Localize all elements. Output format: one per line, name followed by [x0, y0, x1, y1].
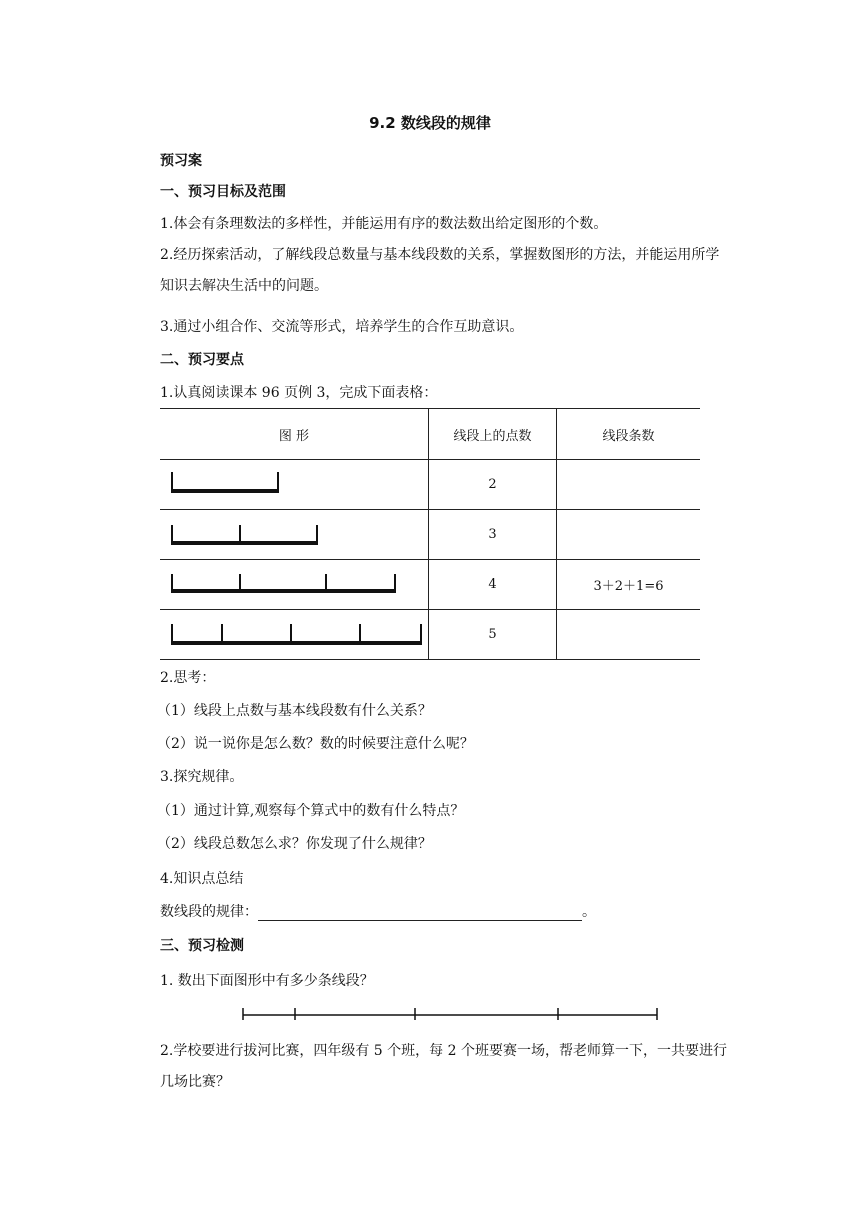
heading-key-points: 二、预习要点: [160, 352, 244, 368]
segment-figure-4-points: [160, 560, 429, 610]
points-cell: 3: [429, 510, 557, 560]
goal-2: 2.经历探索活动，了解线段总数量与基本线段数的关系，掌握数图形的方法，并能运用所学知识去解决生活中的问题。: [160, 247, 720, 294]
header-figure: 图 形: [160, 409, 429, 460]
segments-cell: [557, 510, 701, 560]
rule-line: [160, 901, 596, 921]
segment-figure-5-points: [160, 610, 429, 660]
points-cell: 4: [429, 560, 557, 610]
goal-1: 1.体会有条理数法的多样性，并能运用有序的数法数出给定图形的个数。: [160, 216, 608, 232]
table-row: [160, 510, 700, 560]
header-segments: 线段条数: [557, 409, 701, 460]
check-question-1: 1. 数出下面图形中有多少条线段？: [160, 973, 374, 989]
segments-cell: [557, 610, 701, 660]
explore-heading: 3.探究规律。: [160, 769, 244, 785]
section-preview: 预习案: [160, 153, 202, 169]
segment-figure-3-points: [160, 510, 429, 560]
table-row: [160, 560, 700, 610]
summary-heading: 4.知识点总结: [160, 871, 244, 887]
task-1-text: 1.认真阅读课本 96 页例 3，完成下面表格：: [160, 385, 438, 401]
heading-check: 三、预习检测: [160, 938, 244, 954]
segments-cell: 3＋2＋1=6: [557, 560, 701, 610]
check-question-2: 2.学校要进行拔河比赛，四年级有 5 个班，每 2 个班要赛一场，帮老师算一下，一共要进行几场比赛？: [160, 1043, 727, 1090]
think-question-1: （1）线段上点数与基本线段数有什么关系？: [157, 703, 432, 719]
table-row: [160, 610, 700, 660]
think-question-2: （2）说一说你是怎么数？数的时候要注意什么呢？: [157, 736, 474, 752]
segments-cell: [557, 460, 701, 510]
page-title: 9.2 数线段的规律: [369, 114, 491, 132]
table-header-row: [160, 409, 700, 460]
goal-3: 3.通过小组合作、交流等形式，培养学生的合作互助意识。: [160, 319, 524, 335]
explore-question-1: （1）通过计算,观察每个算式中的数有什么特点？: [157, 803, 465, 819]
points-cell: 5: [429, 610, 557, 660]
heading-goals: 一、预习目标及范围: [160, 184, 286, 200]
header-points: 线段上的点数: [429, 409, 557, 460]
rule-label: 数线段的规律：: [160, 904, 258, 920]
rule-end: 。: [582, 904, 596, 920]
think-heading: 2.思考：: [160, 670, 216, 686]
points-segments-table: [160, 408, 700, 660]
segment-count-figure: [238, 1000, 662, 1024]
segment-figure-2-points: [160, 460, 429, 510]
explore-question-2: （2）线段总数怎么求？你发现了什么规律？: [157, 836, 432, 852]
points-cell: 2: [429, 460, 557, 510]
answer-blank: [258, 905, 582, 921]
table-row: [160, 460, 700, 510]
